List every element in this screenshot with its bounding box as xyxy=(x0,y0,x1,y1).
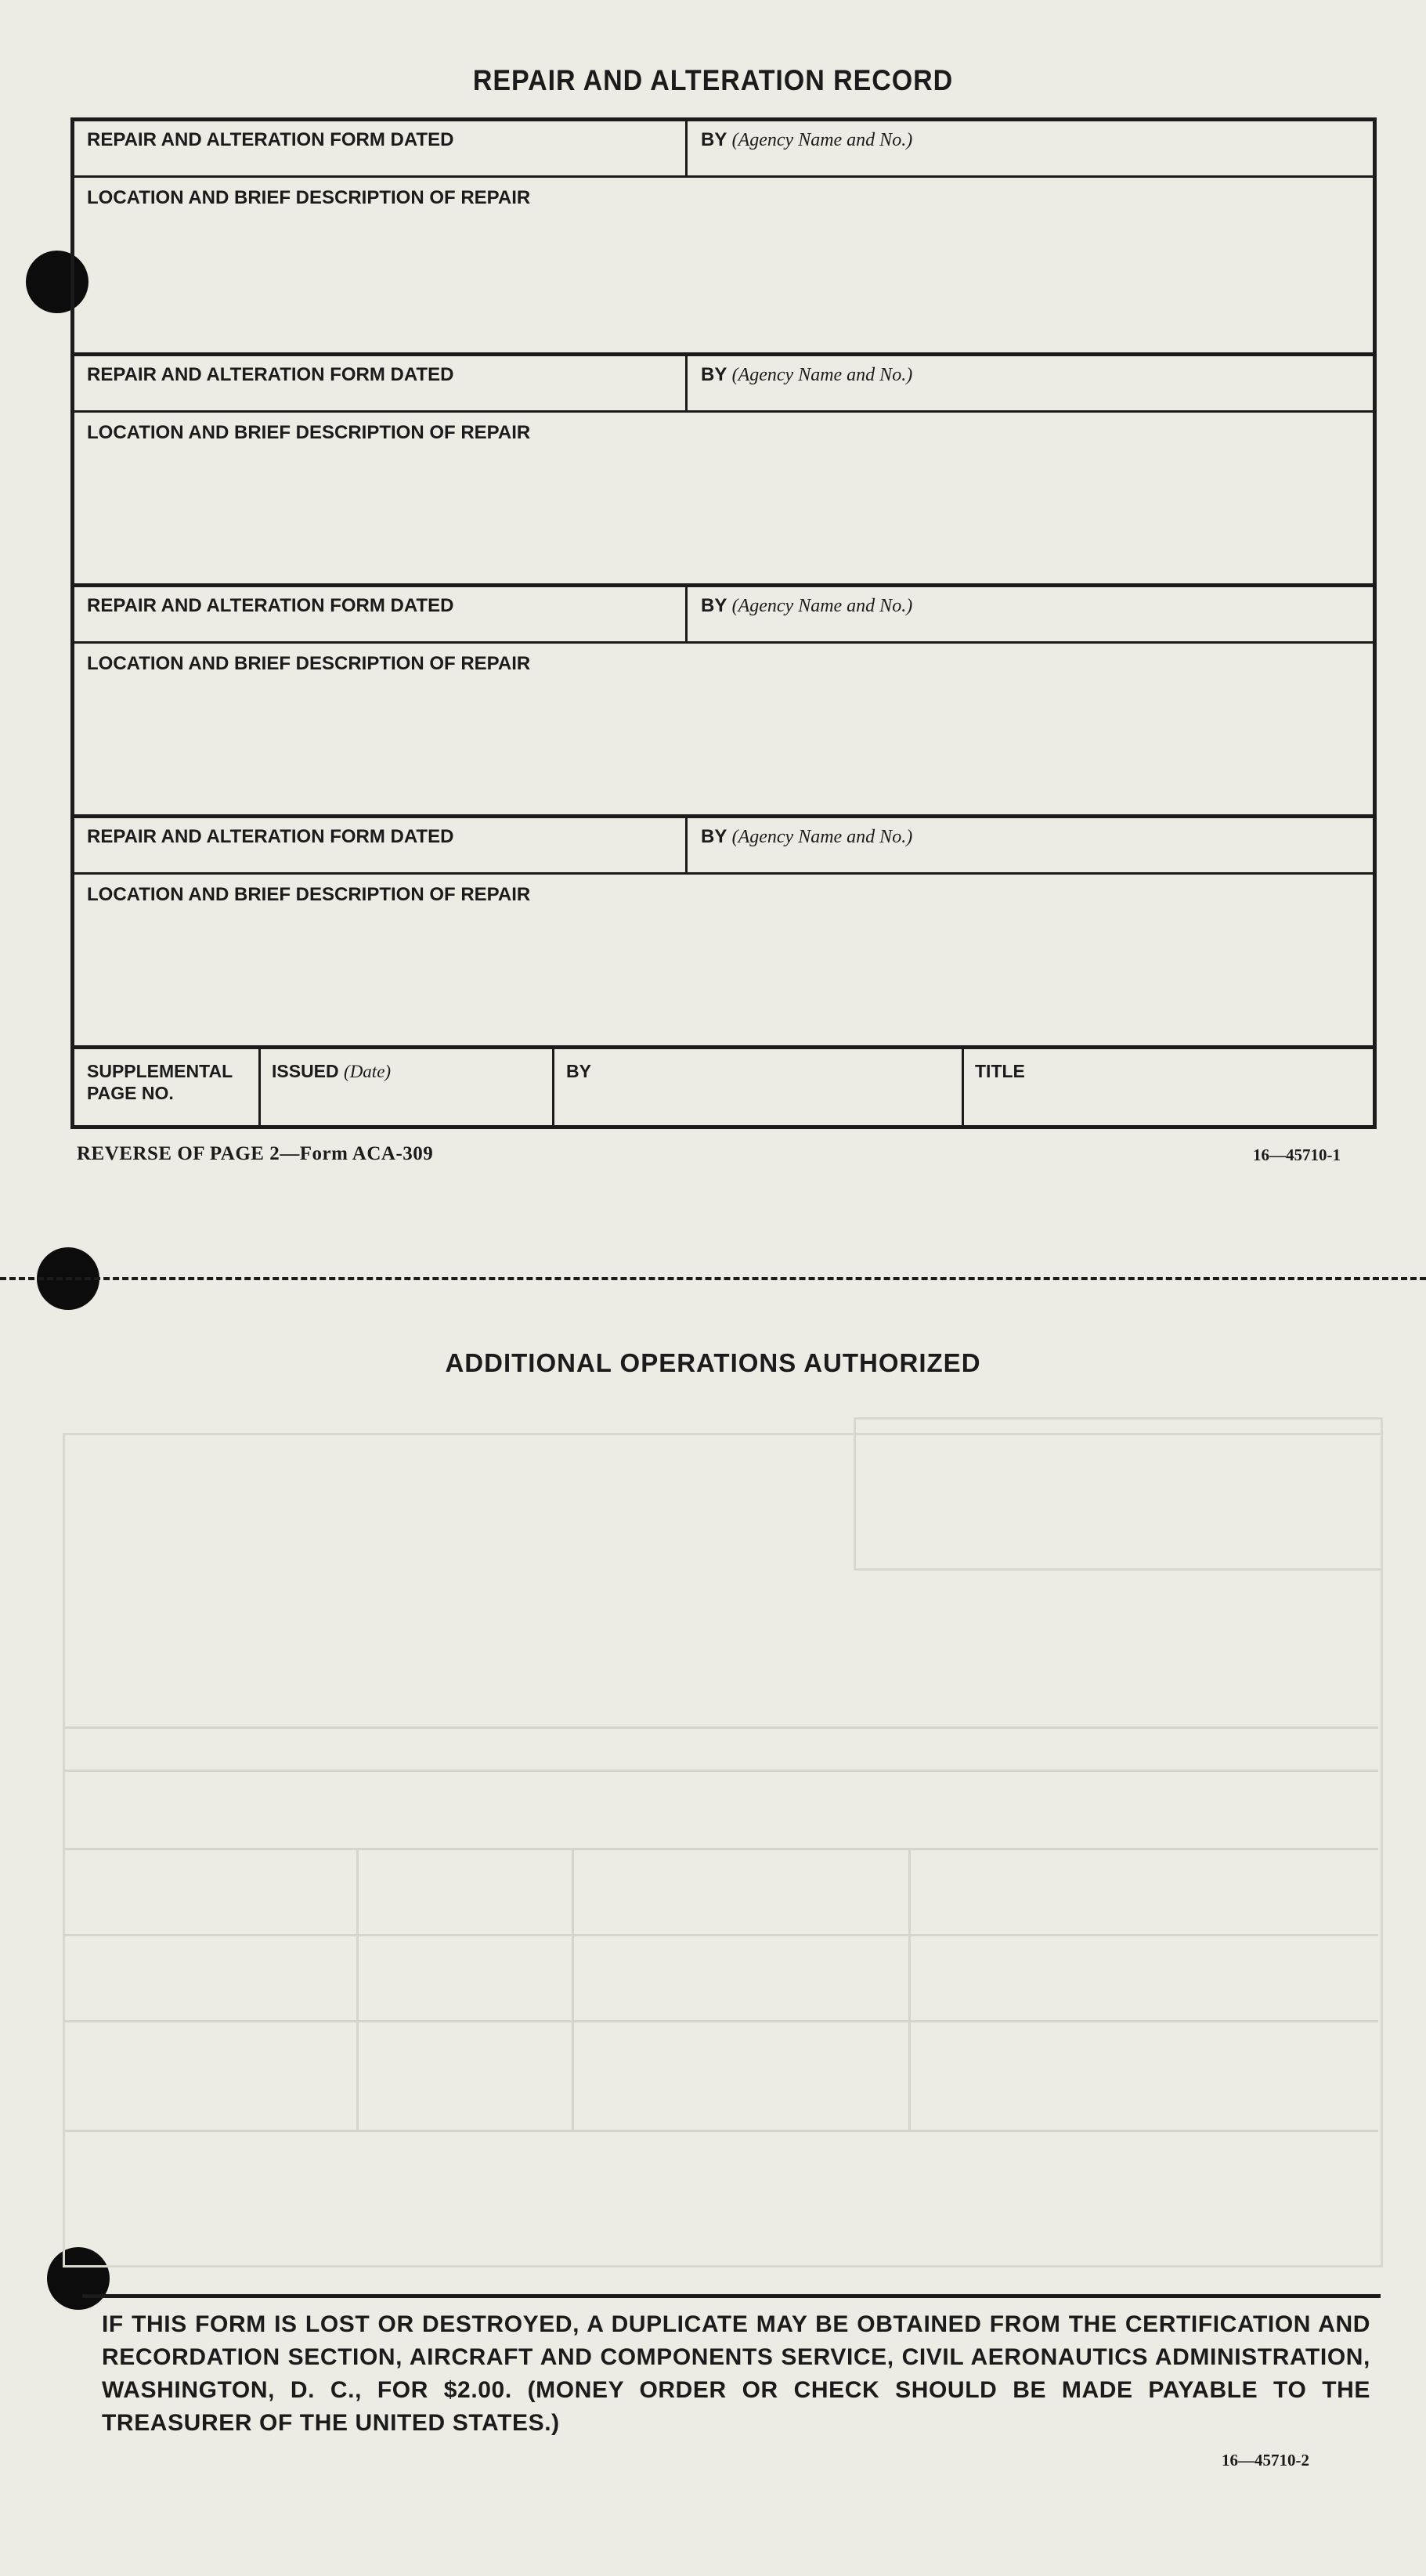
title-label: TITLE xyxy=(975,1061,1025,1081)
repair-entry-3 xyxy=(74,587,1373,818)
agency-label: BY (Agency Name and No.) xyxy=(701,129,913,150)
supplemental-row xyxy=(74,1045,1373,1129)
agency-label: BY (Agency Name and No.) xyxy=(701,826,913,847)
form-dated-label: REPAIR AND ALTERATION FORM DATED xyxy=(87,129,454,150)
repair-entry-1 xyxy=(74,121,1373,352)
location-description-label: LOCATION AND BRIEF DESCRIPTION OF REPAIR xyxy=(87,884,531,905)
repair-record-form xyxy=(70,117,1377,1129)
location-description-label: LOCATION AND BRIEF DESCRIPTION OF REPAIR xyxy=(87,422,531,443)
form-dated-label: REPAIR AND ALTERATION FORM DATED xyxy=(87,364,454,385)
record-title: REPAIR AND ALTERATION RECORD xyxy=(472,64,954,96)
agency-label: BY (Agency Name and No.) xyxy=(701,595,913,616)
lost-form-notice: IF THIS FORM IS LOST OR DESTROYED, A DUPLICATE MAY BE OBTAINED FROM THE CERTIFICATION AND RECORDATION SECTION, AIRCRAFT AND COMPONENTS SERVICE, CIVIL AERONAUTICS ADMINISTRATION, WASHINGTON, D. C., FOR $2.00. (MONEY ORDER OR CHECK SHOULD BE MADE PAYABLE TO THE TREASURER OF THE UNITED STATES.) xyxy=(102,2311,1370,2436)
additional-operations-title: ADDITIONAL OPERATIONS AUTHORIZED xyxy=(445,1348,981,1377)
form-dated-label: REPAIR AND ALTERATION FORM DATED xyxy=(87,595,454,616)
repair-entry-4 xyxy=(74,818,1373,1049)
fold-line xyxy=(0,1277,1426,1280)
supplemental-page-label: SUPPLEMENTAL PAGE NO. xyxy=(87,1061,233,1103)
issued-date-label: ISSUED (Date) xyxy=(272,1061,392,1081)
repair-entry-2 xyxy=(74,356,1373,587)
agency-label: BY (Agency Name and No.) xyxy=(701,364,913,385)
location-description-label: LOCATION AND BRIEF DESCRIPTION OF REPAIR xyxy=(87,187,531,208)
notice-top-rule xyxy=(82,2294,1381,2298)
form-dated-label: REPAIR AND ALTERATION FORM DATED xyxy=(87,826,454,847)
print-code: 16—45710-1 xyxy=(1253,1145,1341,1164)
form-reference: REVERSE OF PAGE 2—Form ACA-309 xyxy=(77,1143,434,1164)
print-code-bottom: 16—45710-2 xyxy=(1222,2451,1309,2470)
location-description-label: LOCATION AND BRIEF DESCRIPTION OF REPAIR xyxy=(87,653,531,674)
issued-by-label: BY xyxy=(566,1061,591,1081)
